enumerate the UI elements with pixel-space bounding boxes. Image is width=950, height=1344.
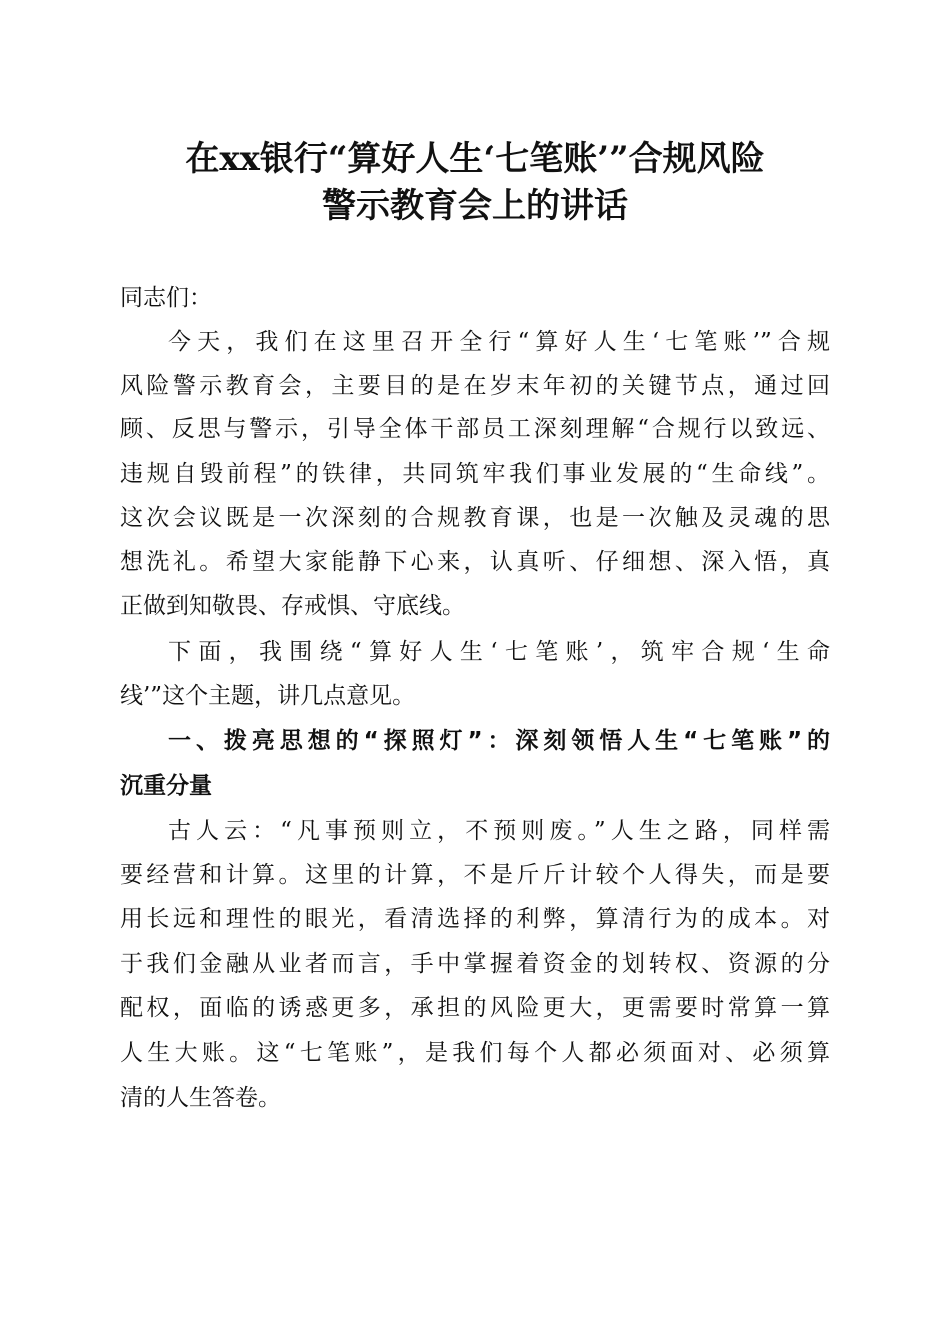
paragraph-2-line: 线’”这个主题，讲几点意见。 [120,683,416,709]
paragraph-1-line: 今天，我们在这里召开全行“算好人生‘七笔账’”合规 [168,329,830,355]
document-title-line-2: 警示教育会上的讲话 [322,186,628,226]
salutation: 同志们： [120,285,212,311]
paragraph-3-line: 清的人生答卷。 [120,1085,281,1111]
section-heading-line: 一、拨亮思想的“探照灯”：深刻领悟人生“七笔账”的 [168,728,830,754]
paragraph-1-line: 顾、反思与警示，引导全体干部员工深刻理解“合规行以致远、 [120,416,830,442]
paragraph-3-line: 要经营和计算。这里的计算，不是斤斤计较个人得失，而是要 [120,862,830,888]
paragraph-3-line: 古人云：“凡事预则立，不预则废。”人生之路，同样需 [168,818,830,844]
paragraph-1-line: 想洗礼。希望大家能静下心来，认真听、仔细想、深入悟，真 [120,549,830,575]
paragraph-1-line: 这次会议既是一次深刻的合规教育课，也是一次触及灵魂的思 [120,505,830,531]
section-heading-line: 沉重分量 [120,773,212,799]
paragraph-2-line: 下面，我围绕“算好人生‘七笔账’，筑牢合规‘生命 [168,639,830,665]
paragraph-3-line: 用长远和理性的眼光，看清选择的利弊，算清行为的成本。对 [120,906,830,932]
paragraph-1-line: 违规自毁前程”的铁律，共同筑牢我们事业发展的“生命线”。 [120,461,830,487]
document-title-line-1: 在xx银行“算好人生‘七笔账’”合规风险 [185,139,765,179]
paragraph-3-line: 于我们金融从业者而言，手中掌握着资金的划转权、资源的分 [120,951,830,977]
paragraph-3-line: 配权，面临的诱惑更多，承担的风险更大，更需要时常算一算 [120,995,830,1021]
paragraph-3-line: 人生大账。这“七笔账”，是我们每个人都必须面对、必须算 [120,1040,830,1066]
paragraph-1-line: 风险警示教育会，主要目的是在岁末年初的关键节点，通过回 [120,373,830,399]
paragraph-1-line: 正做到知敬畏、存戒惧、守底线。 [120,593,465,619]
